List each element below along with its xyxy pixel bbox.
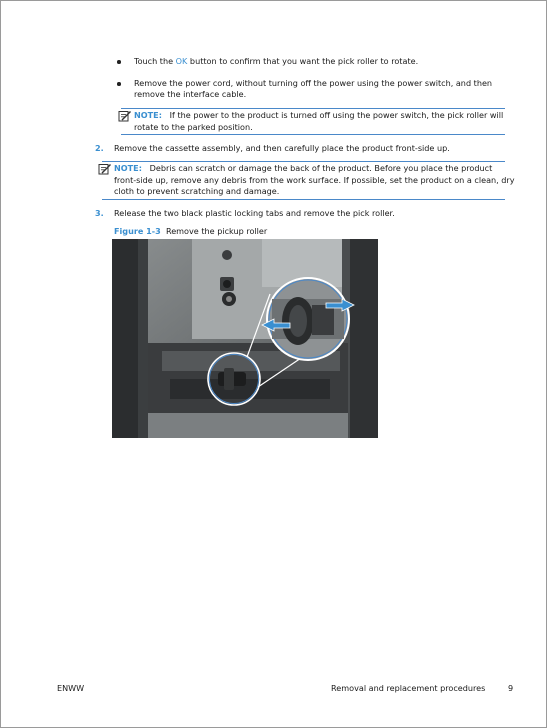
note-label: NOTE: — [114, 163, 142, 173]
step-2-text: Remove the cassette assembly, and then carefully place the product front-side up. — [114, 143, 450, 153]
note-top-rule — [121, 108, 505, 109]
step-3-text: Release the two black plastic locking tabs and remove the pick roller. — [114, 208, 395, 218]
bullet-2-line-1: Remove the power cord, without turning off the power using the power switch, and then — [134, 78, 493, 88]
note-2-line-1: NOTE: Debris can scratch or damage the back of the product. Before you place the product — [114, 163, 493, 173]
note-2-line-3: cloth to prevent scratching and damage. — [114, 186, 280, 196]
note-2-line-2: front-side up, remove any debris from the work surface. If possible, set the product on a clean, dry — [114, 175, 515, 185]
footer-section: Removal and replacement procedures — [331, 683, 486, 693]
figure-caption: Figure 1-3 Remove the pickup roller — [114, 226, 268, 236]
note-icon — [118, 110, 132, 122]
bullet — [117, 82, 121, 86]
step-number: 2. — [95, 143, 104, 153]
bullet-1-text: Touch the OK button to confirm that you want the pick roller to rotate. — [134, 56, 419, 66]
bullet — [117, 60, 121, 64]
pickup-roller-photo — [112, 239, 378, 438]
note-bottom-rule — [121, 134, 505, 135]
figure-label: Figure 1-3 — [114, 226, 161, 236]
note-1-line-2: rotate to the parked position. — [134, 122, 253, 132]
step-number: 3. — [95, 208, 104, 218]
printer-illustration — [112, 239, 378, 438]
note-top-rule — [102, 161, 505, 162]
note-icon — [98, 163, 112, 175]
page-number: 9 — [508, 683, 514, 693]
ok-button-label: OK — [175, 56, 188, 66]
footer-left: ENWW — [57, 683, 85, 693]
note-label: NOTE: — [134, 110, 162, 120]
note-bottom-rule — [102, 199, 505, 200]
bullet-2-line-2: remove the interface cable. — [134, 89, 247, 99]
note-1-line-1: NOTE: If the power to the product is turned off using the power switch, the pick roller will — [134, 110, 504, 120]
